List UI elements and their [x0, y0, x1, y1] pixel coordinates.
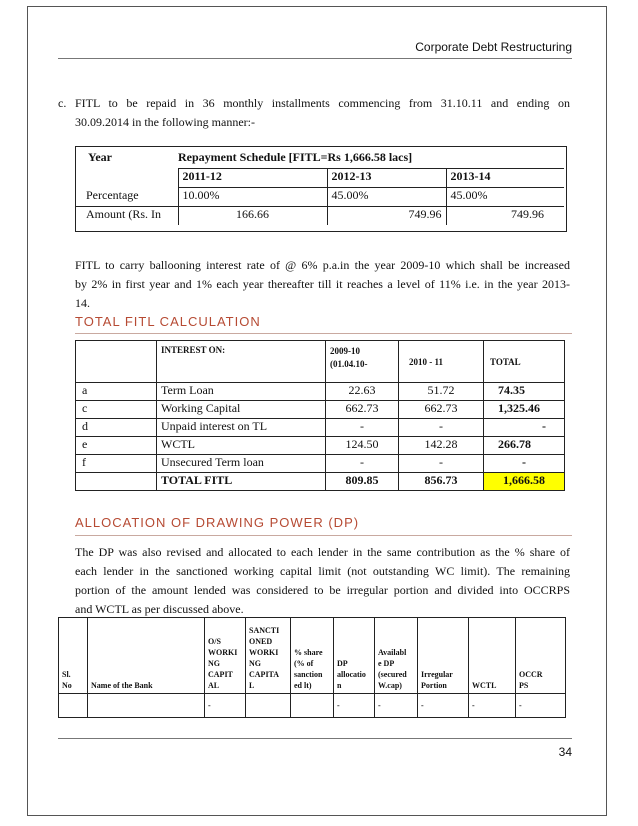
total-row-total: 1,666.58	[484, 473, 565, 491]
cell	[246, 694, 291, 718]
pct-2011: 10.00%	[178, 188, 327, 207]
fitl-table	[75, 340, 565, 491]
th-2010: 2010 - 11	[399, 341, 484, 383]
para-dp-line3: portion of the amount lended was considered to be irregular portion and divided into OCCRPS	[75, 583, 570, 597]
pct-2013: 45.00%	[446, 188, 564, 207]
th-bank-name: Name of the Bank	[88, 618, 205, 694]
row-name: Working Capital	[157, 401, 326, 419]
year-2011: 2011-12	[178, 169, 327, 188]
para-interest-line2: by 2% in first year and 1% each year thereafter till it reaches a level of 11% i.e. in the year 2013-	[75, 277, 570, 291]
para-dp-line1: The DP was also revised and allocated to each lender in the same contribution as the % share of	[75, 545, 570, 559]
row-total: 266.78	[484, 437, 565, 455]
repayment-table	[76, 150, 564, 225]
th-os-working-capital: O/S WORKI NG CAPIT AL	[205, 618, 246, 694]
total-row-v1: 809.85	[326, 473, 399, 491]
row-name: Unsecured Term loan	[157, 455, 326, 473]
header-title: Corporate Debt Restructuring	[415, 40, 572, 54]
th-wctl: WCTL	[469, 618, 516, 694]
row-id: e	[76, 437, 157, 455]
total-row-name: TOTAL FITL	[157, 473, 326, 491]
year-2012: 2012-13	[327, 169, 446, 188]
amt-2012: 749.96	[327, 207, 446, 226]
th-sanctioned-working-capital: SANCTI ONED WORKI NG CAPITA L	[246, 618, 291, 694]
row-v1: 22.63	[326, 383, 399, 401]
dp-table	[58, 617, 566, 718]
row-v1: -	[326, 455, 399, 473]
section-allocation-dp: ALLOCATION OF DRAWING POWER (DP)	[75, 515, 360, 530]
row-total: 1,325.46	[484, 401, 565, 419]
para-marker: c.	[58, 96, 67, 110]
row-id: f	[76, 455, 157, 473]
amt-2013: 749.96	[446, 207, 564, 226]
row-total: 74.35	[484, 383, 565, 401]
schedule-title: Repayment Schedule [FITL=Rs 1,666.58 lacs]	[178, 150, 564, 169]
row-name: Term Loan	[157, 383, 326, 401]
section-divider	[75, 333, 572, 334]
cell	[59, 694, 88, 718]
th-share: % share (% of sanction ed lt)	[291, 618, 334, 694]
para-c-line1: FITL to be repaid in 36 monthly installments commencing from 31.10.11 and ending on	[75, 96, 570, 110]
total-row-v2: 856.73	[399, 473, 484, 491]
header-divider	[58, 58, 572, 59]
cell	[291, 694, 334, 718]
footer-divider	[58, 738, 572, 739]
row-total: -	[484, 455, 565, 473]
section-divider-2	[75, 535, 572, 536]
th-dp-allocation: DP allocatio n	[334, 618, 375, 694]
th-total: TOTAL	[484, 341, 565, 383]
row-total: -	[484, 419, 565, 437]
col-year: Year	[88, 150, 112, 164]
cell: -	[418, 694, 469, 718]
amt-2011: 166.66	[178, 207, 327, 226]
para-interest-line3: 14.	[75, 296, 90, 310]
row-v1: 662.73	[326, 401, 399, 419]
pct-2012: 45.00%	[327, 188, 446, 207]
row-name: WCTL	[157, 437, 326, 455]
row-id: c	[76, 401, 157, 419]
th-2009-line1: 2009-10	[330, 346, 360, 356]
row-v1: 124.50	[326, 437, 399, 455]
row-amount-label: Amount (Rs. In	[86, 207, 161, 221]
section-total-fitl: TOTAL FITL CALCULATION	[75, 314, 261, 329]
cell: -	[375, 694, 418, 718]
th-irregular-portion: Irregular Portion	[418, 618, 469, 694]
th-available-dp: Availabl e DP (secured W.cap)	[375, 618, 418, 694]
row-v1: -	[326, 419, 399, 437]
year-2013: 2013-14	[446, 169, 564, 188]
para-dp-line2: each lender in the sanctioned working capital limit (not outstanding WC limit). The remaining	[75, 564, 570, 578]
th-2009-line2: (01.04.10-	[330, 359, 368, 369]
cell: -	[205, 694, 246, 718]
cell	[88, 694, 205, 718]
row-v2: -	[399, 419, 484, 437]
para-interest-line1: FITL to carry ballooning interest rate of @ 6% p.a.in the year 2009-10 which shall be increased	[75, 258, 570, 272]
th-sl-no: Sl. No	[59, 618, 88, 694]
row-id: d	[76, 419, 157, 437]
cell: -	[469, 694, 516, 718]
row-name: Unpaid interest on TL	[157, 419, 326, 437]
row-v2: -	[399, 455, 484, 473]
row-v2: 662.73	[399, 401, 484, 419]
row-v2: 51.72	[399, 383, 484, 401]
th-2009	[326, 341, 399, 383]
page-number: 34	[558, 745, 572, 759]
row-percentage-label: Percentage	[76, 188, 178, 207]
cell: -	[516, 694, 566, 718]
cell: -	[334, 694, 375, 718]
row-id: a	[76, 383, 157, 401]
row-v2: 142.28	[399, 437, 484, 455]
para-dp-line4: and WCTL as per discussed above.	[75, 602, 244, 616]
th-occrps: OCCR PS	[516, 618, 566, 694]
para-c-line2: 30.09.2014 in the following manner:-	[75, 115, 255, 129]
th-interest-on: INTEREST ON:	[157, 341, 326, 383]
